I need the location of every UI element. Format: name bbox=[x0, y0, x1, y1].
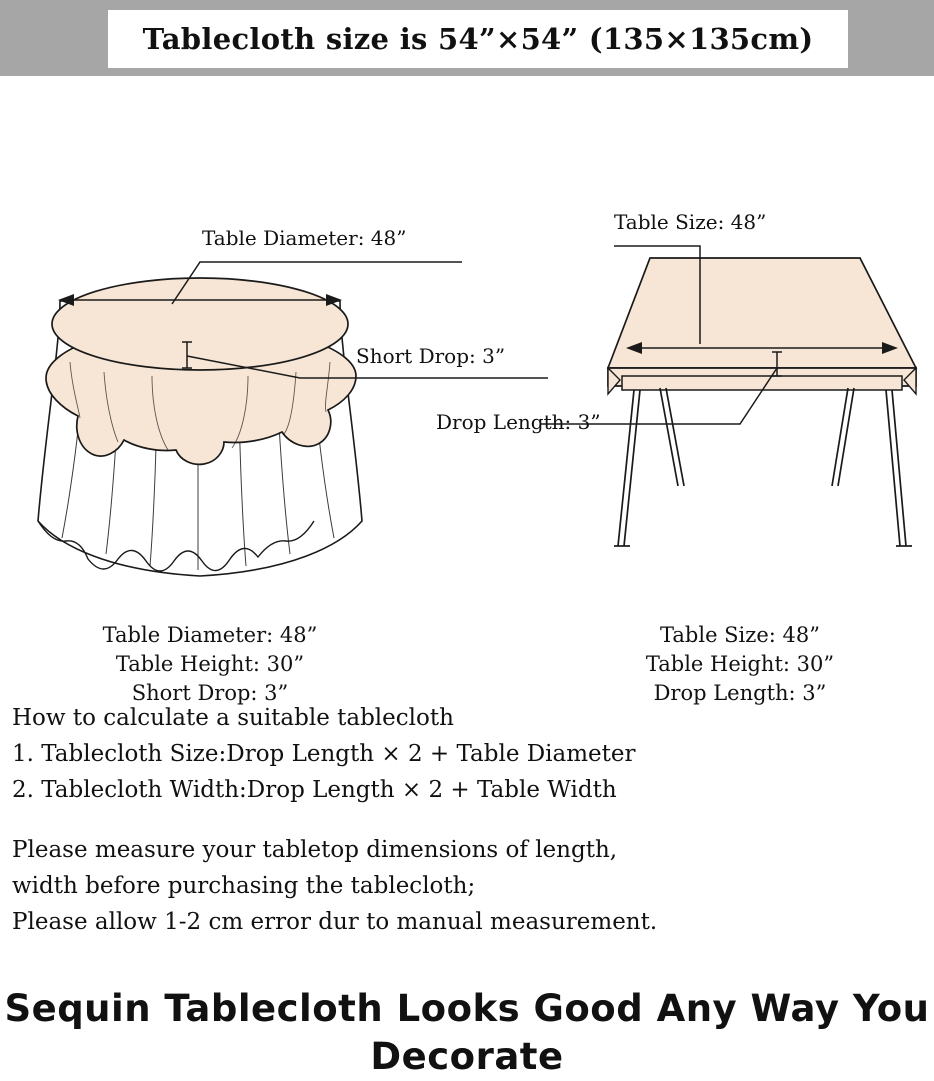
instructions-note-2: width before purchasing the tablecloth; bbox=[12, 873, 476, 899]
instructions-block bbox=[12, 700, 922, 940]
instructions-heading: How to calculate a suitable tablecloth bbox=[12, 705, 454, 731]
tablecloth-diagram bbox=[0, 76, 934, 666]
square-table-illustration bbox=[540, 246, 916, 546]
page-title: Tablecloth size is 54”×54” (135×135cm) bbox=[142, 22, 814, 56]
footer-headline-line-1: Sequin Tablecloth Looks Good Any Way You bbox=[4, 987, 930, 1030]
diagram-area bbox=[0, 76, 934, 705]
round-table-diameter-label: Table Diameter: 48” bbox=[202, 226, 407, 250]
square-table-size-label: Table Size: 48” bbox=[614, 210, 767, 234]
square-table-drop-length-label: Drop Length: 3” bbox=[436, 410, 601, 434]
instructions-note-3: Please allow 1-2 cm error dur to manual measurement. bbox=[12, 909, 658, 935]
header-title-box bbox=[108, 10, 848, 68]
round-caption-line-1: Table Diameter: 48” bbox=[102, 623, 318, 647]
text-spacer bbox=[12, 808, 922, 832]
square-caption-line-1: Table Size: 48” bbox=[660, 623, 820, 647]
square-caption-line-2: Table Height: 30” bbox=[645, 652, 835, 676]
footer-headline bbox=[0, 985, 934, 1081]
square-table-caption bbox=[560, 621, 920, 708]
round-caption-line-3: Short Drop: 3” bbox=[131, 681, 289, 705]
round-table-short-drop-label: Short Drop: 3” bbox=[356, 344, 506, 368]
footer-headline-line-2: Decorate bbox=[370, 1035, 564, 1078]
instructions-step-2: 2. Tablecloth Width:Drop Length × 2 + Table Width bbox=[12, 777, 617, 803]
round-caption-line-2: Table Height: 30” bbox=[115, 652, 305, 676]
instructions-note-1: Please measure your tabletop dimensions of length, bbox=[12, 837, 618, 863]
header-banner bbox=[0, 0, 934, 76]
round-table-caption bbox=[20, 621, 400, 708]
square-caption-line-3: Drop Length: 3” bbox=[653, 681, 827, 705]
instructions-step-1: 1. Tablecloth Size:Drop Length × 2 + Table Diameter bbox=[12, 741, 636, 767]
